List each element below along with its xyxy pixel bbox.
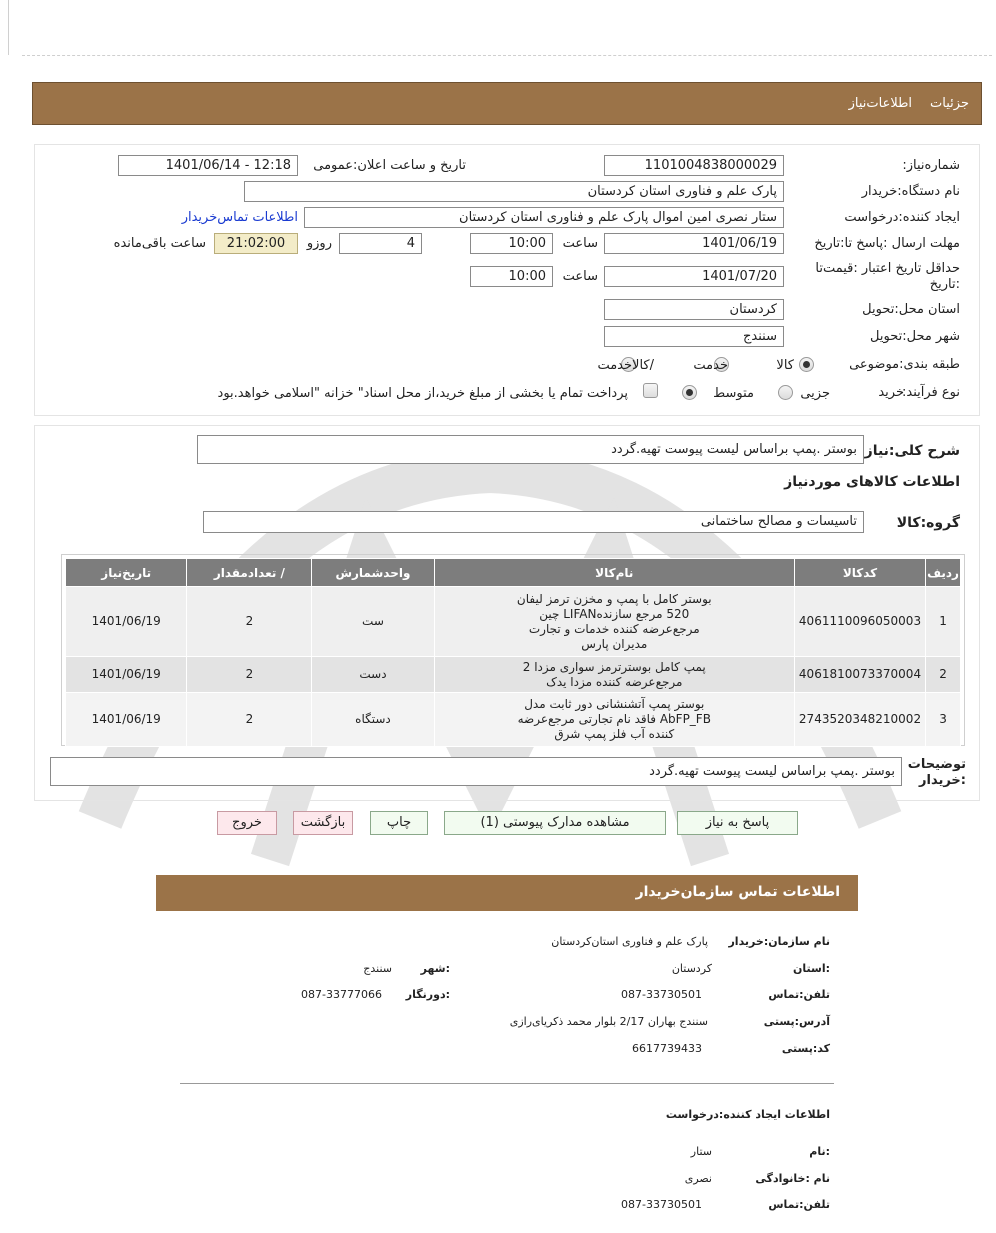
requester-field: ستار نصری امین اموال پارک علم و فناوری استان کردستان — [304, 207, 784, 228]
cell-code: 4061810073370004 — [794, 657, 925, 693]
contact-fax-label: :دورنگار — [405, 988, 450, 1001]
col-header-code: کدکالا — [794, 559, 925, 587]
contact-phone-value: 087-33730501 — [621, 988, 702, 1001]
need-summary-field: بوستر .پمپ براساس لیست پیوست تهیه.گردد — [197, 435, 864, 464]
cell-date: 1401/06/19 — [66, 693, 187, 747]
province-field: کردستان — [604, 299, 784, 320]
buyer-notes-field: بوستر .پمپ براساس لیست پیوست تهیه.گردد — [50, 757, 902, 786]
goods-info-title: اطلاعات کالاهای موردنیاز — [784, 474, 960, 490]
reply-button[interactable]: پاسخ به نیاز — [677, 811, 798, 835]
cell-name: بوستر کامل با پمپ و مخزن ترمز لیفان 520 مرجع سازندهLIFAN چین مرجع‌عرضه کننده خدمات و تجارت مدیران پارس — [434, 587, 794, 657]
cell-index: 2 — [926, 657, 961, 693]
cell-code: 4061110096050003 — [794, 587, 925, 657]
category-goods-label: کالا — [776, 358, 794, 373]
table-row — [66, 657, 961, 693]
requester-phone-label: تلفن:تماس — [768, 1198, 830, 1211]
col-header-name: نام‌کالا — [434, 559, 794, 587]
requester-family-label: نام :خانوادگی — [755, 1172, 830, 1185]
treasury-checkbox[interactable] — [643, 383, 658, 398]
requester-family-value: نصری — [684, 1172, 712, 1185]
col-header-date: تاریخ‌نیاز — [66, 559, 187, 587]
deadline-time-field: 10:00 — [470, 233, 553, 254]
process-medium-label: متوسط — [713, 386, 754, 401]
province-label: استان محل:تحویل — [862, 302, 960, 317]
deadline-date-field: 1401/06/19 — [604, 233, 784, 254]
announce-datetime-field: 1401/06/14 - 12:18 — [118, 155, 298, 176]
page-left-border — [8, 0, 9, 55]
view-attachments-button[interactable]: مشاهده مدارک پیوستی (1) — [444, 811, 666, 835]
contact-postal-label: کد:پستی — [781, 1042, 830, 1055]
requester-label: ایجاد کننده:درخواست — [844, 210, 960, 225]
contact-address-label: آدرس:پستی — [763, 1015, 830, 1028]
city-label: شهر محل:تحویل — [870, 329, 960, 344]
goods-group-label: گروه:کالا — [896, 515, 960, 531]
process-partial-label: جزیی — [800, 386, 830, 401]
buyer-org-field: پارک علم و فناوری استان کردستان — [244, 181, 784, 202]
contact-org-label: نام سازمان:خریدار — [728, 935, 830, 948]
requester-name-value: ستار — [690, 1145, 712, 1158]
days-label: روزو — [306, 236, 332, 251]
process-type-label: نوع فرآیند: — [902, 385, 960, 400]
need-summary-label: شرح کلی:نیاز — [864, 443, 960, 459]
cell-date: 1401/06/19 — [66, 657, 187, 693]
goods-group-field: تاسیسات و مصالح ساختمانی — [203, 511, 864, 533]
buyer-contact-header — [156, 875, 858, 911]
contact-fax-value: 087-33777066 — [301, 988, 382, 1001]
cell-code: 2743520348210002 — [794, 693, 925, 747]
process-buy-label: خرید — [878, 385, 904, 400]
goods-table-wrapper — [61, 554, 965, 746]
cell-qty: 2 — [187, 587, 312, 657]
cell-unit: ست — [312, 587, 434, 657]
buyer-contact-title: اطلاعات تماس سازمان‌خریدار — [635, 884, 840, 900]
print-button[interactable]: چاپ — [370, 811, 428, 835]
col-header-index: ردیف — [926, 559, 961, 587]
contact-city-value: سنندج — [363, 962, 392, 975]
remaining-label: ساعت باقی‌مانده — [113, 236, 206, 251]
cell-name: پمپ کامل بوستر‌ترمز سواری مزدا 2 مرجع‌عرضه کننده مزدا یدک — [434, 657, 794, 693]
cell-qty: 2 — [187, 693, 312, 747]
requester-phone-value: 087-33730501 — [621, 1198, 702, 1211]
need-number-label: شماره‌نیاز: — [902, 158, 960, 173]
category-label: طبقه بندی:موضوعی — [849, 357, 960, 372]
cell-name: بوستر پمپ آتشنشانی دور ثابت مدل AbFP_FB فاقد نام تجارتی مرجع‌عرضه کننده آب فلز پمپ شرق — [434, 693, 794, 747]
buyer-notes-label: توضیحات :خریدار — [907, 757, 966, 788]
cell-index: 1 — [926, 587, 961, 657]
contact-province-value: کردستان — [671, 962, 712, 975]
details-header-bar — [32, 82, 982, 125]
cell-date: 1401/06/19 — [66, 587, 187, 657]
validity-time-label: ساعت — [562, 269, 598, 284]
contact-city-label: :شهر — [420, 962, 450, 975]
treasury-note: پرداخت تمام یا بخشی از مبلغ خرید،از محل اسناد" خزانه "اسلامی خواهد.بود — [217, 386, 628, 401]
exit-button[interactable]: خروج — [217, 811, 277, 835]
validity-label: حداقل تاریخ اعتبار :قیمت‌تا :تاریخ — [815, 261, 960, 292]
cell-qty: 2 — [187, 657, 312, 693]
table-row — [66, 693, 961, 747]
city-field: سنندج — [604, 326, 784, 347]
need-number-field: 1101004838000029 — [604, 155, 784, 176]
validity-time-field: 10:00 — [470, 266, 553, 287]
remaining-days-field: 4 — [339, 233, 422, 254]
announce-label: تاریخ و ساعت اعلان:عمومی — [313, 158, 466, 173]
buyer-contact-link[interactable]: اطلاعات تماس‌خریدار — [181, 210, 298, 225]
cell-unit: دستگاه — [312, 693, 434, 747]
nav-details[interactable]: جزئیات — [930, 96, 969, 111]
remaining-time-field: 21:02:00 — [214, 233, 298, 254]
contact-org-value: پارک علم و فناوری استان‌کردستان — [551, 935, 708, 948]
col-header-qty: / تعدادمقدار — [187, 559, 312, 587]
category-both-label: /کالاخدمت — [597, 358, 654, 373]
buyer-org-label: نام دستگاه:خریدار — [861, 184, 960, 199]
page-top-divider — [22, 55, 992, 56]
contact-postal-value: 6617739433 — [632, 1042, 702, 1055]
table-row — [66, 587, 961, 657]
contact-address-value: سنندج بهاران 2/17 بلوار محمد ذکریای‌رازی — [509, 1015, 708, 1028]
cell-unit: دست — [312, 657, 434, 693]
requester-name-label: :نام — [809, 1145, 830, 1158]
deadline-time-label: ساعت — [562, 236, 598, 251]
col-header-unit: واحدشمارش — [312, 559, 434, 587]
cell-index: 3 — [926, 693, 961, 747]
back-button[interactable]: بازگشت — [293, 811, 353, 835]
category-service-label: خدمت — [693, 358, 728, 373]
contact-phone-label: تلفن:تماس — [768, 988, 830, 1001]
contact-province-label: :استان — [793, 962, 830, 975]
category-goods-radio[interactable] — [799, 357, 814, 372]
goods-table — [65, 558, 961, 747]
nav-need-info[interactable]: اطلاعات‌نیاز — [848, 96, 913, 111]
deadline-label: مهلت ارسال :پاسخ تا:تاریخ — [814, 236, 960, 251]
process-partial-radio[interactable] — [778, 385, 793, 400]
requester-info-title: اطلاعات ایجاد کننده:درخواست — [665, 1108, 830, 1121]
validity-date-field: 1401/07/20 — [604, 266, 784, 287]
contact-divider — [180, 1083, 834, 1084]
